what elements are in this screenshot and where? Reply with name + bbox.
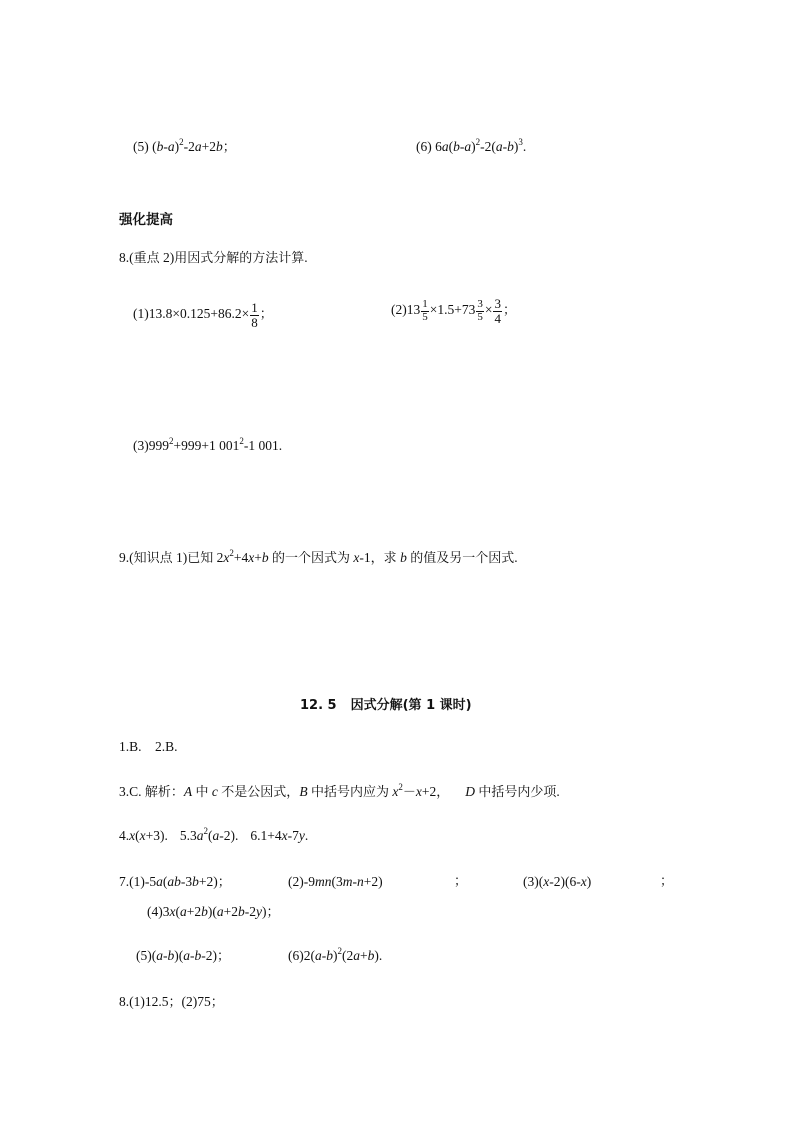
answer-7-1: 7.(1)-5a(ab-3b+2)； [119, 874, 231, 890]
answer-7-6: $(6)2(a-b)^2(2a+b)$. [288, 946, 383, 963]
answer-7-2: (2)-9mn(3m-n+2) [288, 874, 383, 889]
q7-item-6: (6) $6a(b-a)^2-2(a-b)^3$. [416, 137, 527, 154]
q7-item-5: (5) $(b-a)^2-2a+2b$； [133, 137, 236, 155]
answer-1-2: 1.B. 2.B. [119, 739, 178, 754]
answer-7-2-semicolon: ； [454, 874, 468, 889]
fraction-three-quarters: $\frac{3}{4}$ [494, 296, 501, 326]
q8-item-2: (2)13 $\frac{1}{5}$ ×1.5+73 $\frac{3}{5}$ × $\frac{3}{4}$ ； [391, 296, 516, 326]
answer-7-4: (4)3x(a+2b)(a+2b-2y)； [147, 904, 280, 920]
fraction-one-eighth: $\frac{1}{8}$ [251, 300, 258, 330]
answers-title: 12. 5 因式分解(第 1 课时) [300, 698, 472, 713]
answer-7-5: (5)(a-b)(a-b-2)； [136, 948, 231, 964]
section-title: 强化提高 [119, 212, 173, 228]
fraction-one-fifth: $\frac{1}{5}$ [422, 298, 428, 323]
fraction-three-fifths: $\frac{3}{5}$ [477, 298, 483, 323]
q9-prompt: 9.(知识点 1)已知 $2x^2+4x+b$ 的一个因式为 x-1，求 b 的值及另一个因式. [119, 548, 518, 566]
q8-item-1: (1)13.8×0.125+86.2× $\frac{1}{8}$ ； [133, 300, 273, 330]
q8-prompt: 8.(重点 2)用因式分解的方法计算. [119, 250, 308, 266]
q8-item-3: $(3)999^2+999+1$ $001^2-1$ 001. [133, 436, 283, 453]
answer-8: 8.(1)12.5；(2)75； [119, 994, 224, 1010]
answer-4-6: 4.x(x+3). $5.3a^2(a-2)$. 6.1+4x-7y. [119, 826, 309, 843]
answer-7-3-semicolon: ； [660, 874, 674, 889]
answer-3: 3.C. 解析：A 中 c 不是公因式，B 中括号内应为 $x^2-x+2$， D 中括号内少项. [119, 782, 560, 800]
answer-7-3: (3)(x-2)(6-x) [523, 874, 592, 889]
